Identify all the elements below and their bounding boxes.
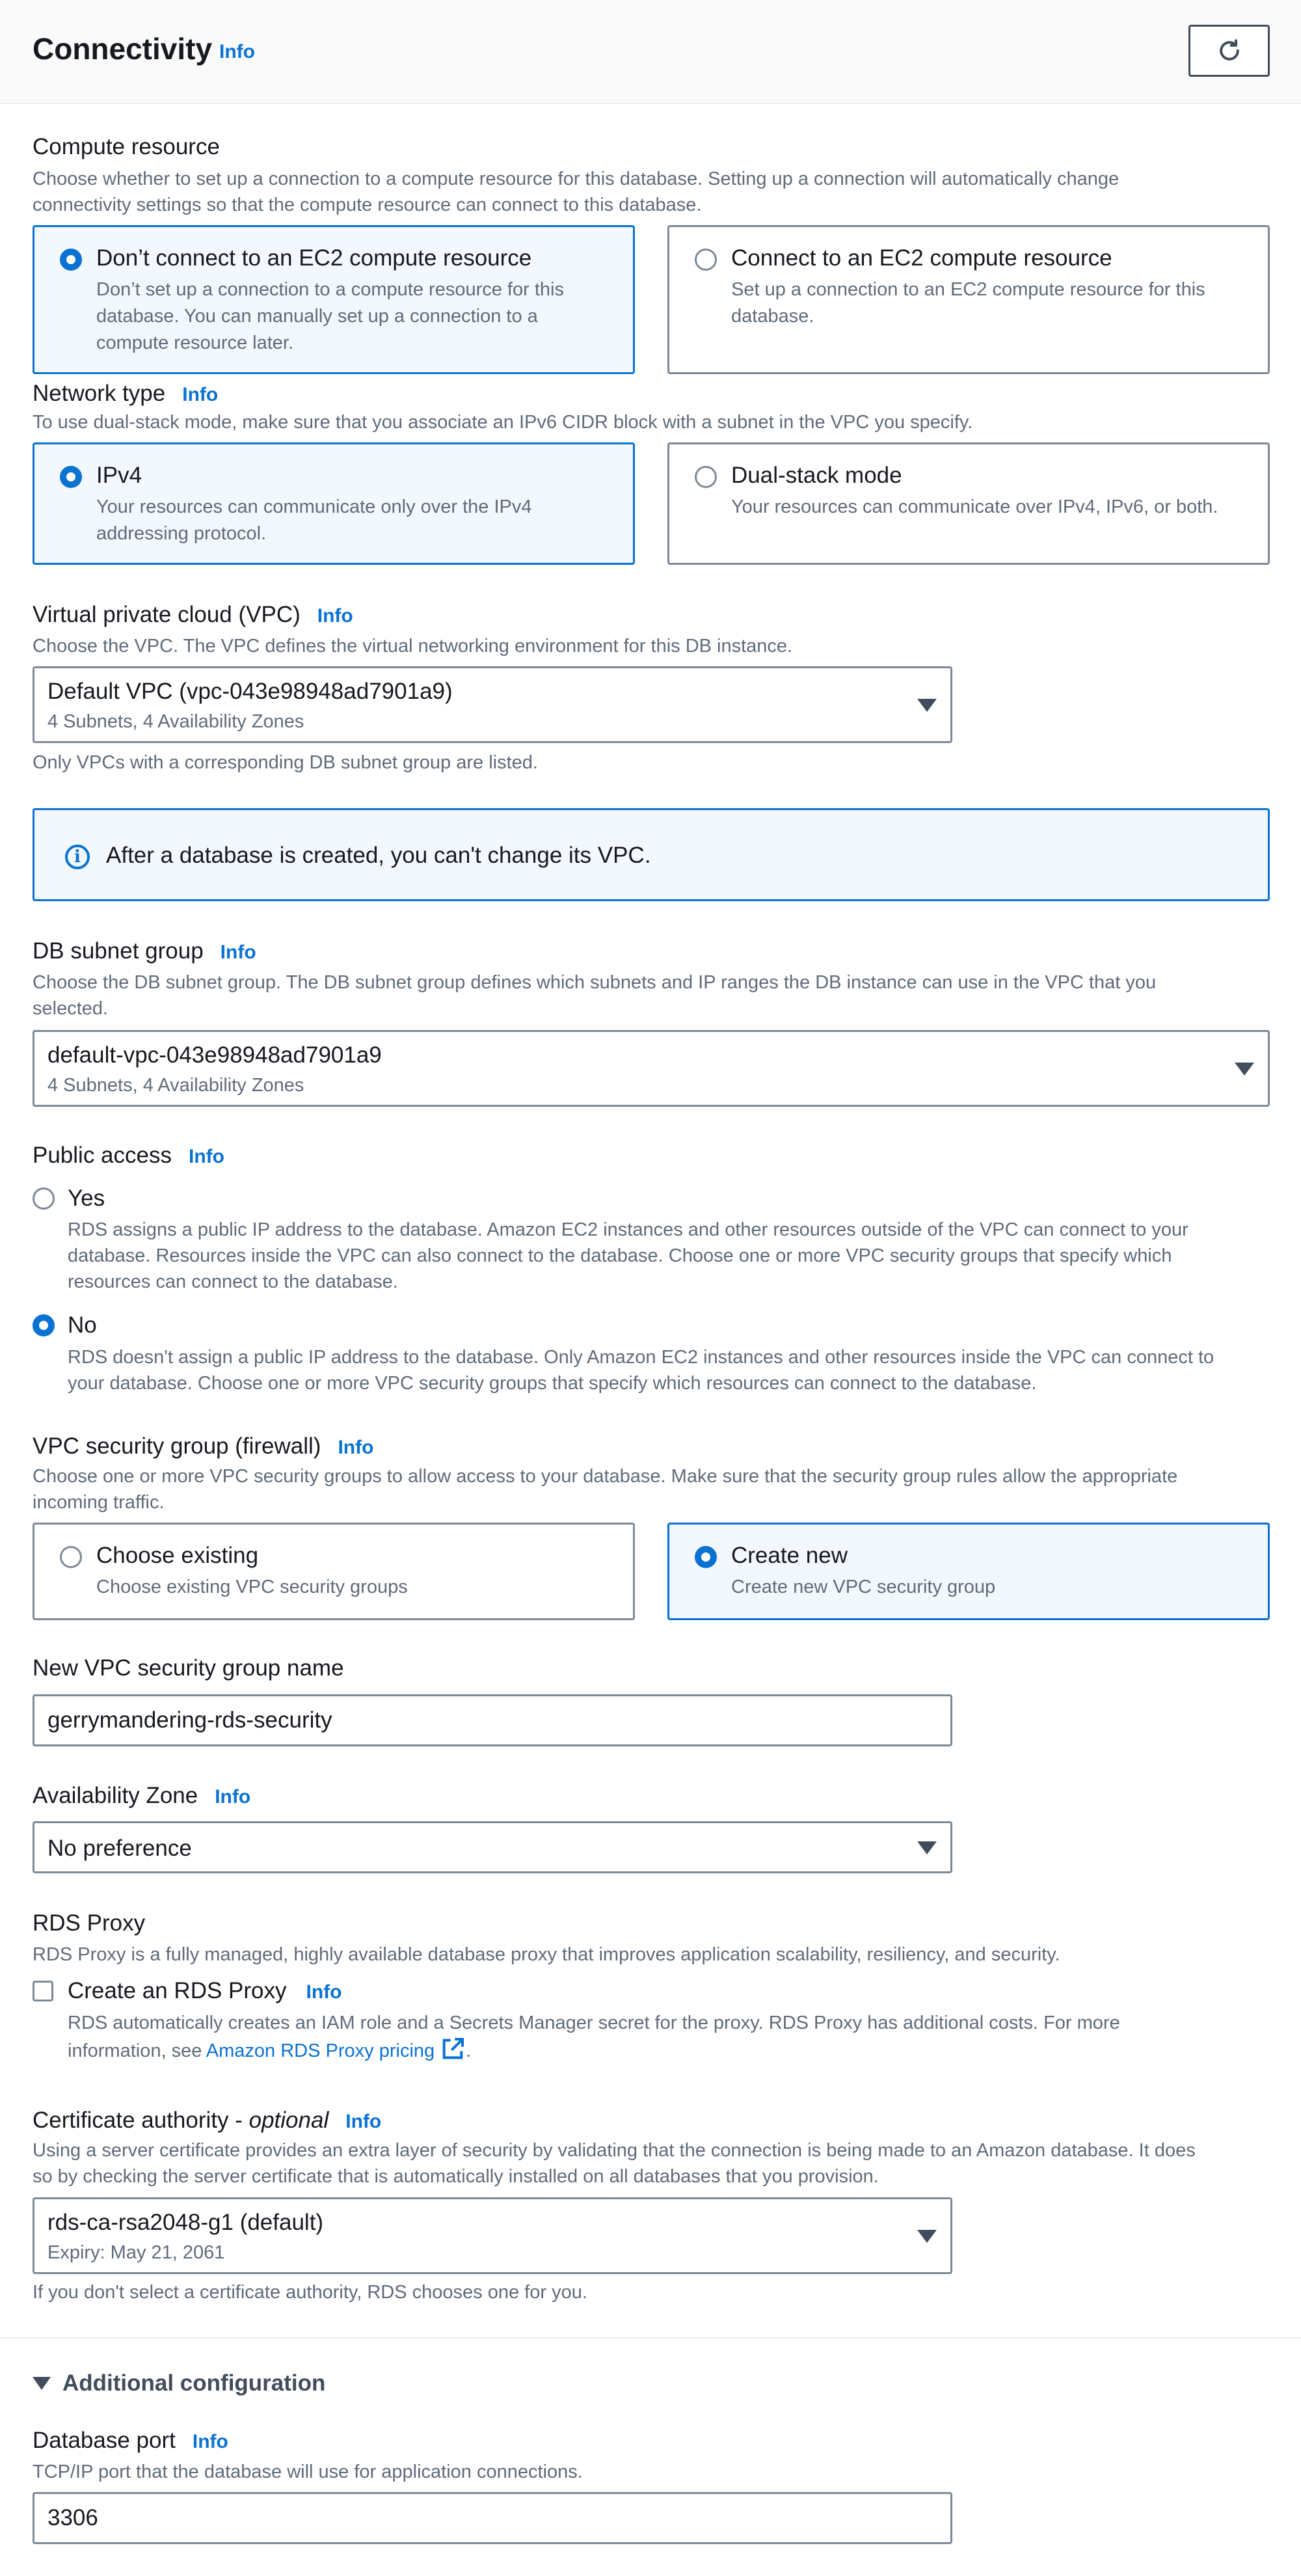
tile-dual-stack[interactable]	[667, 442, 1270, 565]
public-yes-desc-1: RDS assigns a public IP address to the database. Amazon EC2 instances and other resources outside of the VPC can connect to your	[68, 1219, 1188, 1240]
cert-authority-desc-2: so by checking the server certificate that is automatically installed on all databases that you provision.	[33, 2166, 879, 2187]
db-port-label: Database port Info	[33, 2428, 228, 2453]
tile-desc-2: addressing protocol.	[96, 523, 267, 544]
network-type-label: Network type Info	[33, 381, 219, 406]
public-no-desc-1: RDS doesn't assign a public IP address to the database. Only Amazon EC2 instances and other resources inside the VPC can connect to	[68, 1347, 1214, 1368]
rds-proxy-info-link[interactable]: Info	[306, 1981, 342, 2003]
subnet-group-desc-1: Choose the DB subnet group. The DB subnet group defines which subnets and IP ranges the DB instance can use in the VPC that you	[33, 972, 1157, 993]
tile-desc-1: Create new VPC security group	[731, 1577, 996, 1597]
tile-desc-2: database.	[731, 306, 814, 327]
subnet-group-desc-2: selected.	[33, 998, 109, 1019]
tile-choose-existing[interactable]	[33, 1523, 635, 1620]
alert-text: After a database is created, you can't change its VPC.	[106, 843, 651, 868]
create-rds-proxy-desc-1: RDS automatically creates an IAM role and a Secrets Manager secret for the proxy. RDS Proxy has additional costs. For more	[68, 2013, 1120, 2033]
chevron-down-icon	[917, 1841, 937, 1854]
security-group-label: VPC security group (firewall) Info	[33, 1433, 374, 1459]
db-port-desc: TCP/IP port that the database will use for application connections.	[33, 2461, 583, 2482]
radio-public-yes[interactable]	[33, 1187, 55, 1210]
cert-authority-info-link[interactable]: Info	[345, 2111, 382, 2132]
tile-connect-ec2[interactable]	[667, 225, 1270, 374]
radio-dual-stack[interactable]	[695, 466, 717, 488]
tile-desc-2: database. You can manually set up a connection to a	[96, 306, 538, 327]
security-group-desc-1: Choose one or more VPC security groups to allow access to your database. Make sure that the security group rules allow the appropriate	[33, 1466, 1178, 1487]
radio-ipv4[interactable]	[60, 466, 82, 488]
external-link-icon[interactable]	[440, 2036, 466, 2062]
tile-desc-1: Your resources can communicate over IPv4, IPv6, or both.	[731, 496, 1218, 517]
availability-zone-label: Availability Zone Info	[33, 1783, 251, 1808]
rds-proxy-desc: RDS Proxy is a fully managed, highly available database proxy that improves application scalability, resiliency, and security.	[33, 1944, 1060, 1965]
cert-authority-select-sub: Expiry: May 21, 2061	[47, 2242, 225, 2263]
chevron-down-icon	[1235, 1063, 1254, 1076]
tile-create-new[interactable]	[667, 1523, 1270, 1620]
compute-resource-desc-1: Choose whether to set up a connection to a compute resource for this database. Setting up a connection will automatically change	[33, 169, 1120, 189]
availability-zone-info-link[interactable]: Info	[215, 1786, 251, 1808]
chevron-down-icon	[917, 2230, 937, 2243]
page-title: Connectivity	[33, 32, 213, 66]
create-rds-proxy-label[interactable]: Create an RDS Proxy Info	[68, 1978, 342, 2003]
availability-zone-select[interactable]	[33, 1821, 952, 1873]
public-no-desc-2: your database. Choose one or more VPC security groups that specify which resources can connect to the database.	[68, 1373, 1037, 1394]
tile-label: IPv4	[96, 463, 142, 488]
tile-label: Create new	[731, 1543, 848, 1568]
public-yes-desc-2: database. Resources inside the VPC can also connect to the database. Choose one or more VPC security groups that specify which	[68, 1245, 1172, 1266]
security-group-info-link[interactable]: Info	[338, 1437, 374, 1458]
cert-authority-select-value: rds-ca-rsa2048-g1 (default)	[47, 2210, 324, 2235]
sg-name-input[interactable]: gerrymandering-rds-security	[33, 1694, 952, 1746]
tile-desc-1: Your resources can communicate only over the IPv4	[96, 496, 532, 517]
radio-public-no[interactable]	[33, 1314, 55, 1336]
cert-authority-optional: optional	[248, 2108, 329, 2133]
public-no-label[interactable]: No	[68, 1312, 97, 1338]
tile-desc-1: Set up a connection to an EC2 compute resource for this	[731, 279, 1205, 300]
availability-zone-select-value: No preference	[47, 1836, 192, 1861]
info-circle-icon: i	[65, 845, 90, 869]
subnet-group-select[interactable]	[33, 1030, 1270, 1107]
vpc-select-sub: 4 Subnets, 4 Availability Zones	[47, 711, 304, 732]
tile-label: Choose existing	[96, 1543, 259, 1568]
tile-desc-3: compute resource later.	[96, 332, 294, 353]
subnet-group-select-sub: 4 Subnets, 4 Availability Zones	[47, 1075, 304, 1096]
tile-desc-1: Choose existing VPC security groups	[96, 1577, 408, 1597]
public-access-info-link[interactable]: Info	[188, 1146, 224, 1167]
public-yes-desc-3: resources can connect to the database.	[68, 1271, 398, 1292]
tile-label: Connect to an EC2 compute resource	[731, 245, 1112, 271]
security-group-desc-2: incoming traffic.	[33, 1492, 165, 1513]
radio-connect-ec2[interactable]	[695, 249, 717, 271]
section-divider	[0, 2337, 1301, 2339]
tile-label: Don’t connect to an EC2 compute resource	[96, 245, 532, 271]
create-rds-proxy-checkbox[interactable]	[33, 1981, 53, 2001]
vpc-hint: Only VPCs with a corresponding DB subnet group are listed.	[33, 752, 538, 773]
vpc-select[interactable]	[33, 666, 952, 743]
subnet-group-info-link[interactable]: Info	[220, 942, 256, 963]
vpc-label: Virtual private cloud (VPC) Info	[33, 602, 353, 627]
cert-authority-hint: If you don't select a certificate authority, RDS chooses one for you.	[33, 2282, 587, 2303]
refresh-button[interactable]	[1188, 25, 1270, 77]
public-access-label: Public access Info	[33, 1143, 224, 1168]
subnet-group-select-value: default-vpc-043e98948ad7901a9	[47, 1042, 382, 1068]
vpc-select-value: Default VPC (vpc-043e98948ad7901a9)	[47, 679, 453, 704]
tile-dont-connect-ec2[interactable]	[33, 225, 635, 374]
cert-authority-desc-1: Using a server certificate provides an extra layer of security by validating that the connection is being made to an Amazon database. It does	[33, 2140, 1196, 2161]
public-yes-label[interactable]: Yes	[68, 1186, 105, 1211]
caret-down-icon	[33, 2377, 51, 2390]
title-info-link[interactable]: Info	[219, 41, 255, 62]
rds-proxy-label: RDS Proxy	[33, 1910, 146, 1936]
radio-choose-existing[interactable]	[60, 1546, 82, 1568]
cert-authority-label: Certificate authority - optional Info	[33, 2108, 382, 2133]
cert-authority-select[interactable]	[33, 2197, 952, 2274]
additional-config-toggle[interactable]	[33, 2370, 325, 2396]
create-rds-proxy-desc-2: information, see Amazon RDS Proxy pricing .	[68, 2036, 471, 2064]
vpc-desc: Choose the VPC. The VPC defines the virtual networking environment for this DB instance.	[33, 636, 793, 657]
compute-resource-desc-2: connectivity settings so that the compute resource can connect to this database.	[33, 195, 702, 215]
network-type-info-link[interactable]: Info	[182, 384, 219, 405]
radio-dont-connect-ec2[interactable]	[60, 249, 82, 271]
additional-config-label: Additional configuration	[62, 2370, 326, 2396]
tile-desc-1: Don’t set up a connection to a compute resource for this	[96, 279, 564, 300]
vpc-info-alert	[33, 808, 1270, 901]
chevron-down-icon	[917, 699, 937, 712]
compute-resource-label: Compute resource	[33, 134, 220, 159]
radio-create-new[interactable]	[695, 1546, 717, 1568]
tile-label: Dual-stack mode	[731, 463, 902, 488]
tile-ipv4[interactable]	[33, 442, 635, 565]
sg-name-label: New VPC security group name	[33, 1655, 344, 1681]
vpc-info-link[interactable]: Info	[317, 605, 353, 627]
rds-proxy-pricing-link[interactable]: Amazon RDS Proxy pricing	[206, 2040, 435, 2061]
section-header	[0, 0, 1301, 104]
refresh-icon	[1215, 36, 1244, 65]
subnet-group-label: DB subnet group Info	[33, 938, 256, 964]
network-type-desc: To use dual-stack mode, make sure that you associate an IPv6 CIDR block with a subnet in the VPC you specify.	[33, 412, 973, 433]
db-port-input[interactable]: 3306	[33, 2492, 952, 2544]
db-port-info-link[interactable]: Info	[192, 2431, 228, 2452]
